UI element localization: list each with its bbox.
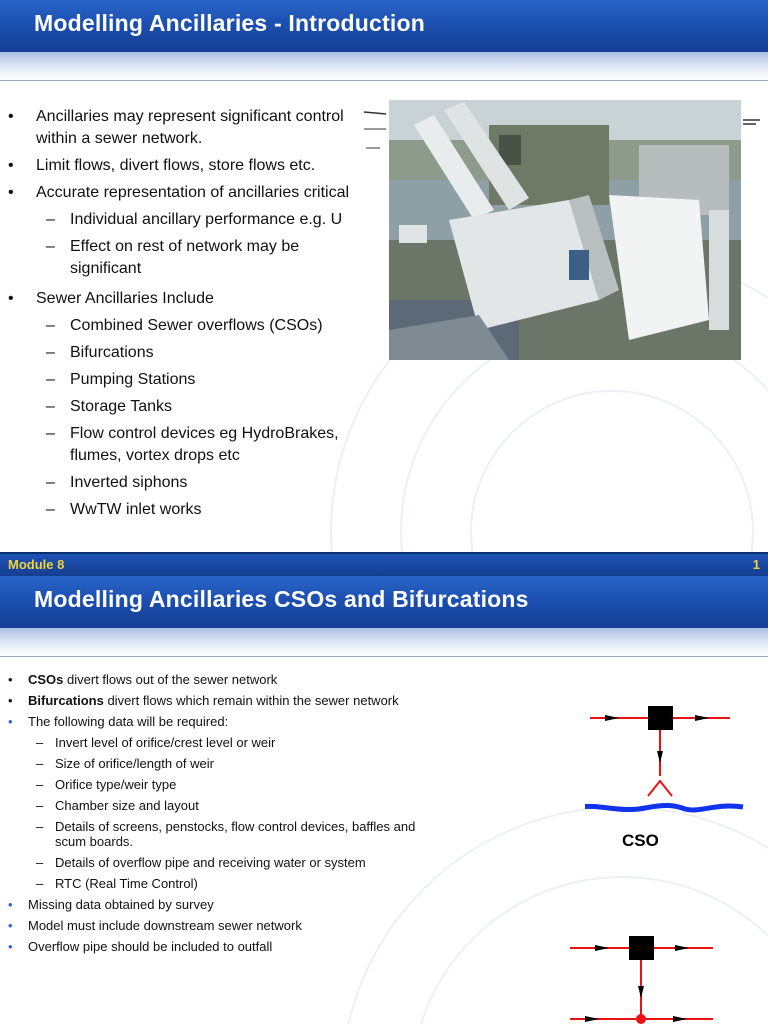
sub-bullet-item: – Chamber size and layout <box>8 798 448 813</box>
bullet-item: • Ancillaries may represent significant control within a sewer network. <box>8 106 354 150</box>
sub-bullet-item: – Storage Tanks <box>8 396 354 418</box>
bullet-item: • Accurate representation of ancillaries critical <box>8 182 354 204</box>
bullet-item: • Overflow pipe should be included to outfall <box>8 939 448 954</box>
bullet-list <box>8 106 354 526</box>
sub-bullet-item: – WwTW inlet works <box>8 499 354 521</box>
title-divider <box>0 80 768 81</box>
sub-bullet-item: – Pumping Stations <box>8 369 354 391</box>
bullet-bold-term: Bifurcations <box>28 693 104 708</box>
slide-number: 1 <box>752 557 760 572</box>
slide-title: Modelling Ancillaries - Introduction <box>34 10 425 36</box>
footer-bar <box>0 552 768 576</box>
sub-bullet-item: – Invert level of orifice/crest level or weir <box>8 735 448 750</box>
bullet-text: divert flows out of the sewer network <box>63 672 278 687</box>
occluded-equation-mark <box>742 112 762 132</box>
sub-bullet-item: – Individual ancillary performance e.g. U <box>8 209 354 231</box>
sub-bullet-item: – RTC (Real Time Control) <box>8 876 448 891</box>
ancillary-photo <box>389 100 741 360</box>
bullet-item: • Limit flows, divert flows, store flows etc. <box>8 155 354 177</box>
title-bar <box>0 0 768 52</box>
bullet-item <box>8 714 448 729</box>
bullet-list <box>8 672 448 960</box>
title-divider <box>0 656 768 657</box>
bullet-bold-term: CSOs <box>28 672 64 687</box>
bullet-text: The following data will be required: <box>28 714 229 729</box>
sub-bullet-item: – Bifurcations <box>8 342 354 364</box>
bullet-item <box>8 672 448 687</box>
sub-bullet-item: – Details of screens, penstocks, flow control devices, baffles and scum boards. <box>8 819 448 849</box>
cso-diagram <box>585 701 745 826</box>
slide-2 <box>0 576 768 1024</box>
occluded-equation-mark <box>362 104 388 156</box>
bullet-item: • Model must include downstream sewer network <box>8 918 448 933</box>
cso-label: CSO <box>622 831 659 850</box>
title-bar <box>0 576 768 628</box>
sub-bullet-item: – Inverted siphons <box>8 472 354 494</box>
sub-bullet-item: – Flow control devices eg HydroBrakes, flumes, vortex drops etc <box>8 423 354 467</box>
module-label: Module 8 <box>8 557 65 572</box>
sub-bullet-item: – Size of orifice/length of weir <box>8 756 448 771</box>
sub-bullet-item: – Effect on rest of network may be significant <box>8 236 354 280</box>
bullet-text: divert flows which remain within the sewer network <box>103 693 399 708</box>
bullet-item: • Sewer Ancillaries Include <box>8 288 354 310</box>
bifurcation-diagram <box>565 931 725 1024</box>
bullet-item <box>8 693 448 708</box>
sub-bullet-item: – Details of overflow pipe and receiving water or system <box>8 855 448 870</box>
sub-bullet-item: – Orifice type/weir type <box>8 777 448 792</box>
slide-title: Modelling Ancillaries CSOs and Bifurcations <box>34 586 529 612</box>
bullet-item: • Missing data obtained by survey <box>8 897 448 912</box>
sub-bullet-item: – Combined Sewer overflows (CSOs) <box>8 315 354 337</box>
